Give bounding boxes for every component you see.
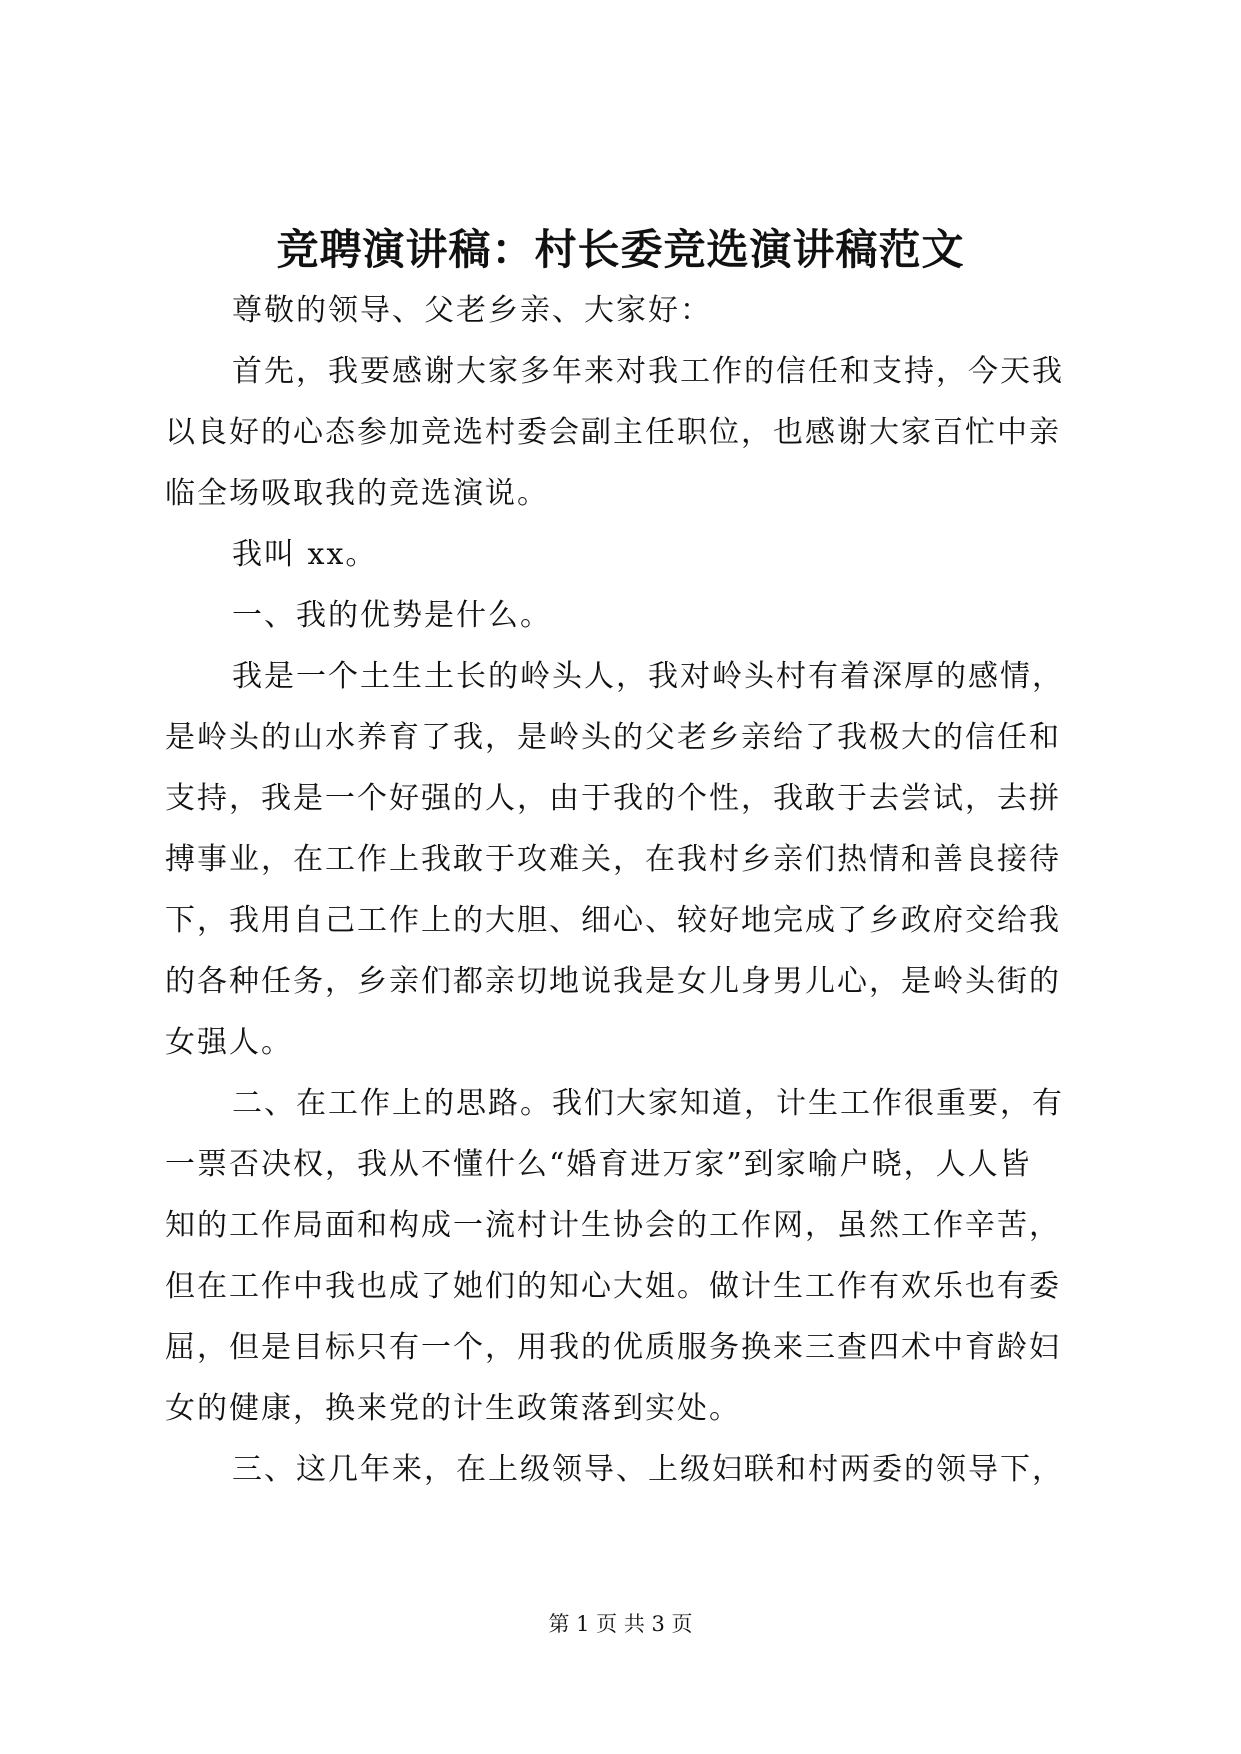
document-title: 竞聘演讲稿：村长委竞选演讲稿范文 xyxy=(276,225,965,274)
paragraph-line: 屈，但是目标只有一个，用我的优质服务换来三查四术中育龄妇 xyxy=(165,1330,1061,1365)
paragraph-line: 搏事业，在工作上我敢于攻难关，在我村乡亲们热情和善良接待 xyxy=(165,842,1061,877)
paragraph-line: 我是一个土生土长的岭头人，我对岭头村有着深厚的感情， xyxy=(232,659,1064,694)
paragraph-line: 二、在工作上的思路。我们大家知道，计生工作很重要，有 xyxy=(232,1086,1064,1121)
page-footer: 第 1 页 共 3 页 xyxy=(548,1612,693,1636)
paragraph-line: 是岭头的山水养育了我，是岭头的父老乡亲给了我极大的信任和 xyxy=(165,720,1061,755)
salutation-line: 尊敬的领导、父老乡亲、大家好： xyxy=(232,293,712,328)
document-body xyxy=(165,290,1085,1491)
paragraph-line: 女的健康，换来党的计生政策落到实处。 xyxy=(165,1391,741,1426)
paragraph-line: 首先，我要感谢大家多年来对我工作的信任和支持，今天我 xyxy=(232,354,1064,389)
paragraph-line: 一票否决权，我从不懂什么“婚育进万家”到家喻户晓，人人皆 xyxy=(165,1147,1032,1182)
paragraph-line: 下，我用自己工作上的大胆、细心、较好地完成了乡政府交给我 xyxy=(165,903,1061,938)
paragraph-line: 三、这几年来，在上级领导、上级妇联和村两委的领导下， xyxy=(232,1452,1064,1487)
paragraph-line: 支持，我是一个好强的人，由于我的个性，我敢于去尝试，去拼 xyxy=(165,781,1061,816)
paragraph-line: 的各种任务，乡亲们都亲切地说我是女儿身男儿心，是岭头街的 xyxy=(165,964,1061,999)
paragraph-line: 知的工作局面和构成一流村计生协会的工作网，虽然工作辛苦， xyxy=(165,1208,1061,1243)
section-heading-line: 一、我的优势是什么。 xyxy=(232,598,552,633)
paragraph-line: 我叫 xx。 xyxy=(232,537,378,572)
paragraph-line: 但在工作中我也成了她们的知心大姐。做计生工作有欢乐也有委 xyxy=(165,1269,1061,1304)
paragraph-line: 女强人。 xyxy=(165,1025,293,1060)
paragraph-line: 以良好的心态参加竞选村委会副主任职位，也感谢大家百忙中亲 xyxy=(165,415,1061,450)
paragraph-line: 临全场吸取我的竞选演说。 xyxy=(165,476,549,511)
